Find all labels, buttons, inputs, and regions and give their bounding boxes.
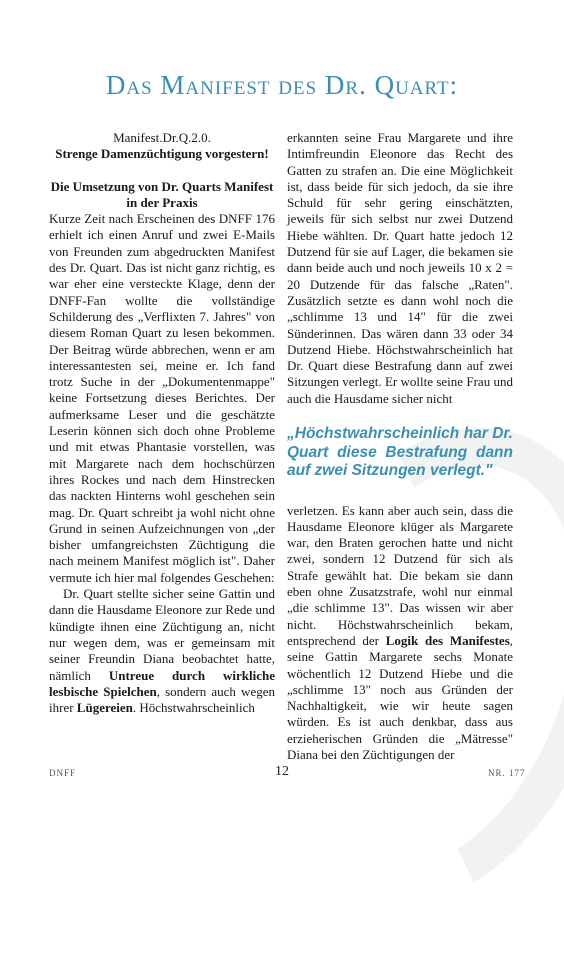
spacer bbox=[49, 163, 275, 179]
pull-quote: „Höchstwahrscheinlich har Dr. Quart diese Bestrafung dann auf zwei Sitzungen verlegt." bbox=[287, 425, 513, 480]
article-title: Das Manifest des Dr. Quart: bbox=[105, 70, 459, 100]
text-run: . Höchstwahrscheinlich bbox=[132, 700, 255, 716]
text-run: Dr. Quart stellte sicher seine Gattin und dann die Hausdame Eleonore zur Rede und kündigte ihnen eine Züchtigung an, nicht nur wegen dem, was er gemeinsam mit seiner Freundin Diana beobachtet hatte, nämlich bbox=[49, 586, 275, 683]
bold-text-run: Lügereien bbox=[76, 700, 133, 716]
text-run: , sondern auch wegen ihrer bbox=[49, 683, 275, 716]
left-column bbox=[49, 130, 275, 716]
paragraph: erkannten seine Frau Margarete und ihre Intimfreundin Eleonore das Recht des Gatten zu strafen an. Die eine Möglichkeit ist, dass beide für sich jedoch, da sie ihre Schuld für sehr gering einschätzten, jeweils für sich selbst nur zwei Dutzend Hiebe wählten. Dr. Quart hatte jedoch 12 Dutzend für sie auf Lager, die bekamen sie dann beide auch und noch jeweils 10 x 2 = 20 Dutzende für das falsche „Raten". Zusätzlich setzte es dann wohl noch die „schlimme 13 und 14" für die zwei Sünderinnen. Das wären dann 33 oder 34 Dutzend Hiebe. Höchstwahrscheinlich hat Dr. Quart diese Bestrafung dann auf zwei Sitzungen verlegt. Er wollte seine Frau und auch die Hausdame sicher nicht bbox=[287, 130, 513, 406]
paragraph: Kurze Zeit nach Erscheinen des DNFF 176 erhielt ich einen Anruf und zwei E-Mails von Freunden zum abgedruckten Manifest des Dr. Quart. Das ist nicht ganz richtig, es war eher eine versteckte Klage, denn der DNFF-Fan wollte die vollständige Schilderung des „Verflixten 7. Jahres" von diesem Roman Quart zu lesen bekommen. Der Beitrag würde abbrechen, wenn er am interessantesten sei, meine er. Ich fand trotz Suche in der „Dokumentenmappe" keine Fortsetzung dieses Berichtes. Der aufmerksame Leser und die geschätzte Leserin können sich doch ohne Probleme und mit etwas Phantasie vorstellen, was mit Margarete nach dem hochschürzen ihres Rockes und nach dem Hinstrecken das nackten Hinterns wohl geschehen sein mag. Dr. Quart schreibt ja wohl nicht ohne Grund in seinen Aufzeichnungen von „der bisher umfangreichsten Züchtigung die nach meinem Manifest möglich ist". Daher vermute ich hier mal folgendes Geschehen: bbox=[49, 211, 275, 585]
footer-magazine-name: DNFF bbox=[49, 768, 77, 778]
right-column bbox=[287, 130, 513, 763]
heading-line-1: Manifest.Dr.Q.2.0. bbox=[113, 130, 211, 145]
subheading: Die Umsetzung von Dr. Quarts Manifest in der Praxis bbox=[50, 178, 274, 210]
page-number: 12 bbox=[275, 764, 289, 779]
text-run: , seine Gattin Margarete sechs Monate wöchentlich 12 Dutzend Hiebe und die „schlimme 13" noch aus Gründen der Nachhaltigkeit, wie wir heute sagen würden. Es ist auch denkbar, dass aus erzieherischen Gründen die „Mätresse" Diana bei den Züchtigungen der bbox=[287, 632, 513, 762]
heading-line-2: Strenge Damenzüchtigung vorgestern! bbox=[55, 146, 269, 162]
paragraph bbox=[287, 503, 513, 764]
paragraph bbox=[49, 586, 275, 716]
bold-text-run: Untreue durch wirkliche lesbische Spielchen bbox=[49, 667, 275, 699]
text-run: verletzen. Es kann aber auch sein, dass die Hausdame Eleonore klüger als Margarete war, den Braten gerochen hatte und nicht zwei, sondern 12 Dutzend für sich als Strafe gewählt hat. Die bekam sie dann eben ohne Zusatzstrafe, wohl nur einmal „die schlimme 13". Das wissen wir aber nicht. Höchstwahrscheinlich bekam, entsprechend der bbox=[287, 502, 513, 648]
bold-text-run: Logik des Manifestes bbox=[385, 632, 510, 648]
footer-issue-number: NR. 177 bbox=[488, 768, 526, 778]
